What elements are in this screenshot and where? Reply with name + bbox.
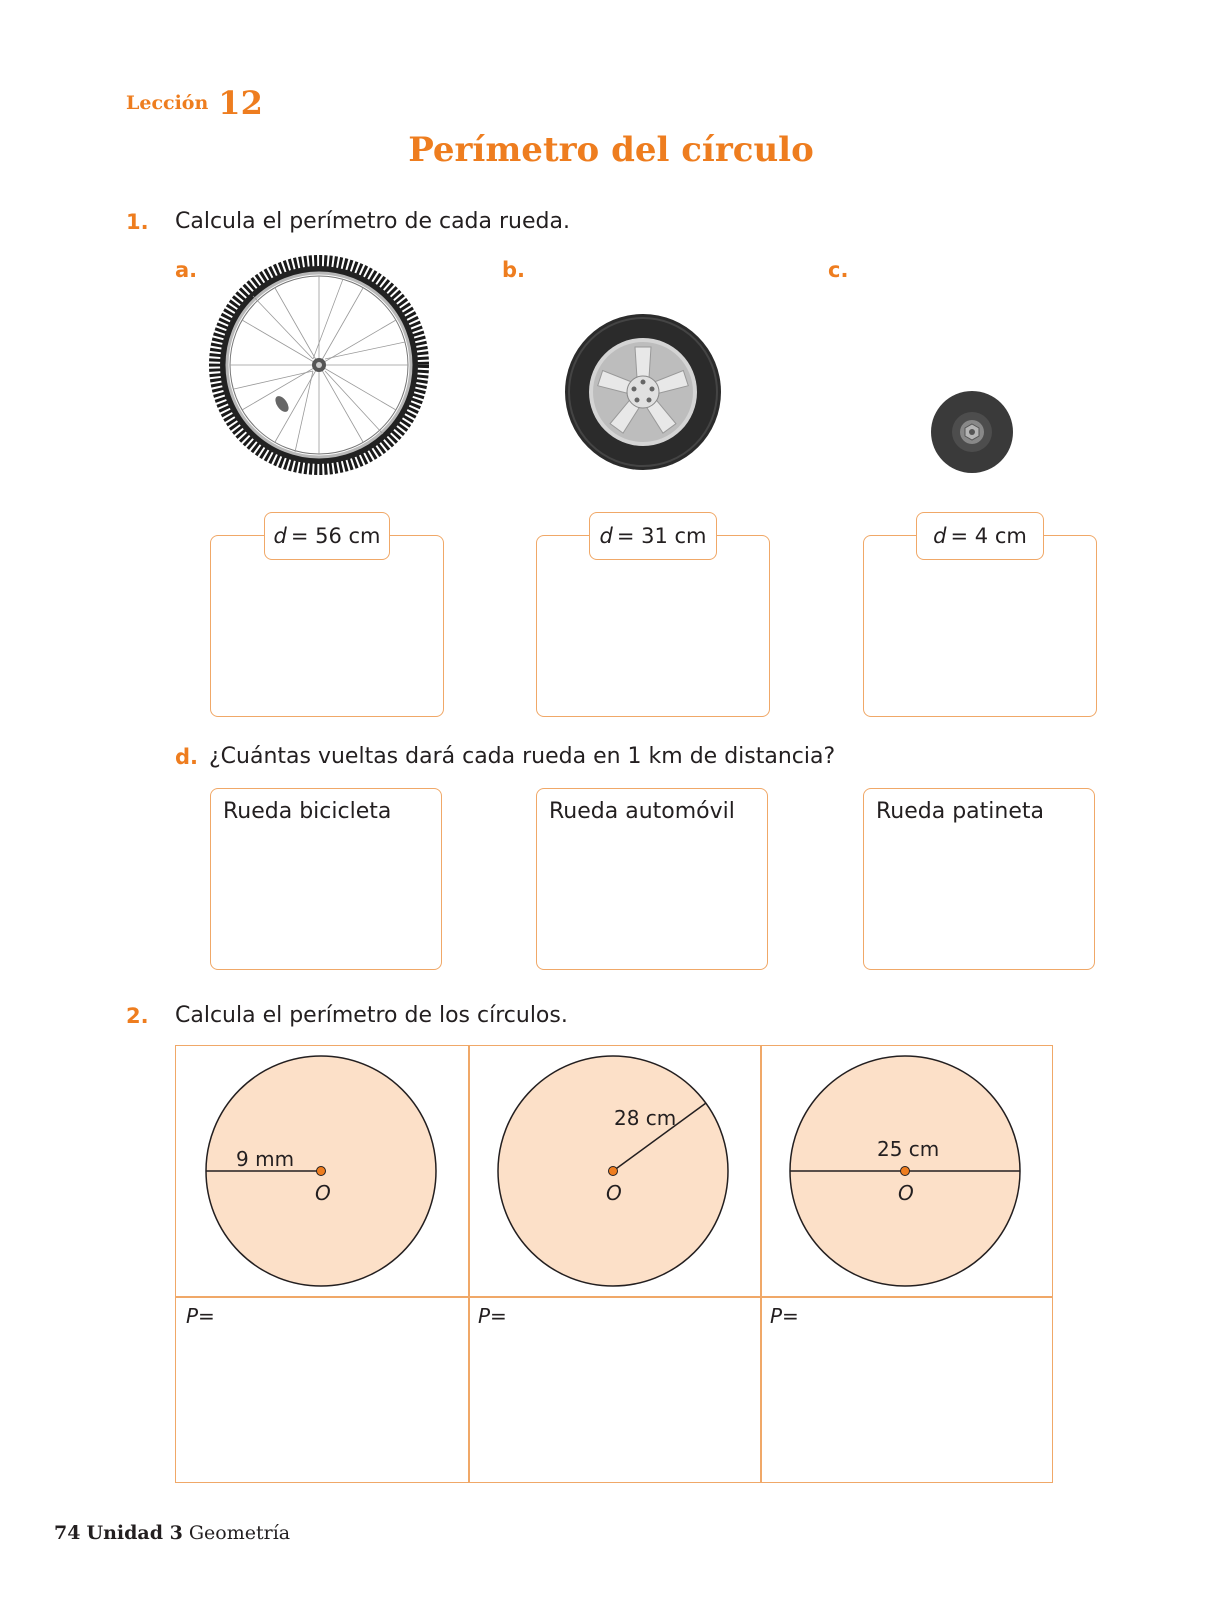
car-wheel-image: [563, 312, 723, 472]
laps-box-car[interactable]: [536, 788, 768, 970]
page-footer: [54, 1522, 290, 1544]
table-divider: [176, 1296, 1052, 1298]
answer-box-c[interactable]: [863, 535, 1097, 717]
diameter-value: = 56 cm: [290, 524, 381, 548]
footer-topic: Geometría: [188, 1522, 291, 1544]
question-1-text: Calcula el perímetro de cada rueda.: [175, 209, 570, 234]
diameter-variable: d: [933, 524, 947, 548]
lesson-number: 12: [218, 84, 263, 122]
item-b-letter: b.: [502, 258, 526, 282]
circles-table: [175, 1045, 1053, 1483]
circle-figure-2: [495, 1053, 731, 1289]
circle-1-center-label: O: [315, 1181, 331, 1205]
center-point: [317, 1167, 326, 1176]
diameter-label-b: [589, 512, 717, 560]
item-d-text: ¿Cuántas vueltas dará cada rueda en 1 km de distancia?: [209, 744, 836, 769]
circle-3-center-label: O: [898, 1181, 914, 1205]
circle-1-measure: 9 mm: [236, 1147, 295, 1171]
lesson-label: Lección: [126, 92, 209, 114]
table-divider: [760, 1046, 762, 1482]
laps-box-bicycle[interactable]: [210, 788, 442, 970]
circle-2-answer-label: P=: [478, 1304, 507, 1328]
circle-2-measure: 28 cm: [614, 1106, 677, 1130]
diameter-value: = 31 cm: [616, 524, 707, 548]
question-2-text: Calcula el perímetro de los círculos.: [175, 1003, 568, 1028]
circle-3-measure: 25 cm: [877, 1137, 940, 1161]
footer-unit: Unidad 3: [86, 1522, 183, 1544]
page-number: 74: [54, 1522, 81, 1544]
question-1-number: 1.: [126, 210, 149, 234]
laps-box-skateboard[interactable]: [863, 788, 1095, 970]
circle-3-answer-label: P=: [770, 1304, 799, 1328]
diameter-label-c: [916, 512, 1044, 560]
question-2-number: 2.: [126, 1004, 149, 1028]
laps-box-label: Rueda automóvil: [549, 799, 735, 824]
circle-figure-3: [787, 1053, 1023, 1289]
lesson-header: [126, 84, 263, 122]
laps-box-label: Rueda bicicleta: [223, 799, 392, 824]
diameter-variable: d: [599, 524, 613, 548]
circle-1-answer-label: P=: [186, 1304, 215, 1328]
page-title: Perímetro del círculo: [408, 130, 814, 170]
table-divider: [468, 1046, 470, 1482]
center-point: [901, 1167, 910, 1176]
diameter-value: = 4 cm: [950, 524, 1027, 548]
bicycle-wheel-image: [208, 254, 430, 476]
circle-2-center-label: O: [606, 1181, 622, 1205]
diameter-label-a: [264, 512, 390, 560]
answer-box-a[interactable]: [210, 535, 444, 717]
item-d-letter: d.: [175, 745, 199, 769]
answer-box-b[interactable]: [536, 535, 770, 717]
laps-box-label: Rueda patineta: [876, 799, 1044, 824]
center-point: [609, 1167, 618, 1176]
item-c-letter: c.: [828, 258, 849, 282]
item-a-letter: a.: [175, 258, 198, 282]
circle-figure-1: [203, 1053, 439, 1289]
diameter-variable: d: [273, 524, 287, 548]
skateboard-wheel-image: [930, 390, 1014, 474]
